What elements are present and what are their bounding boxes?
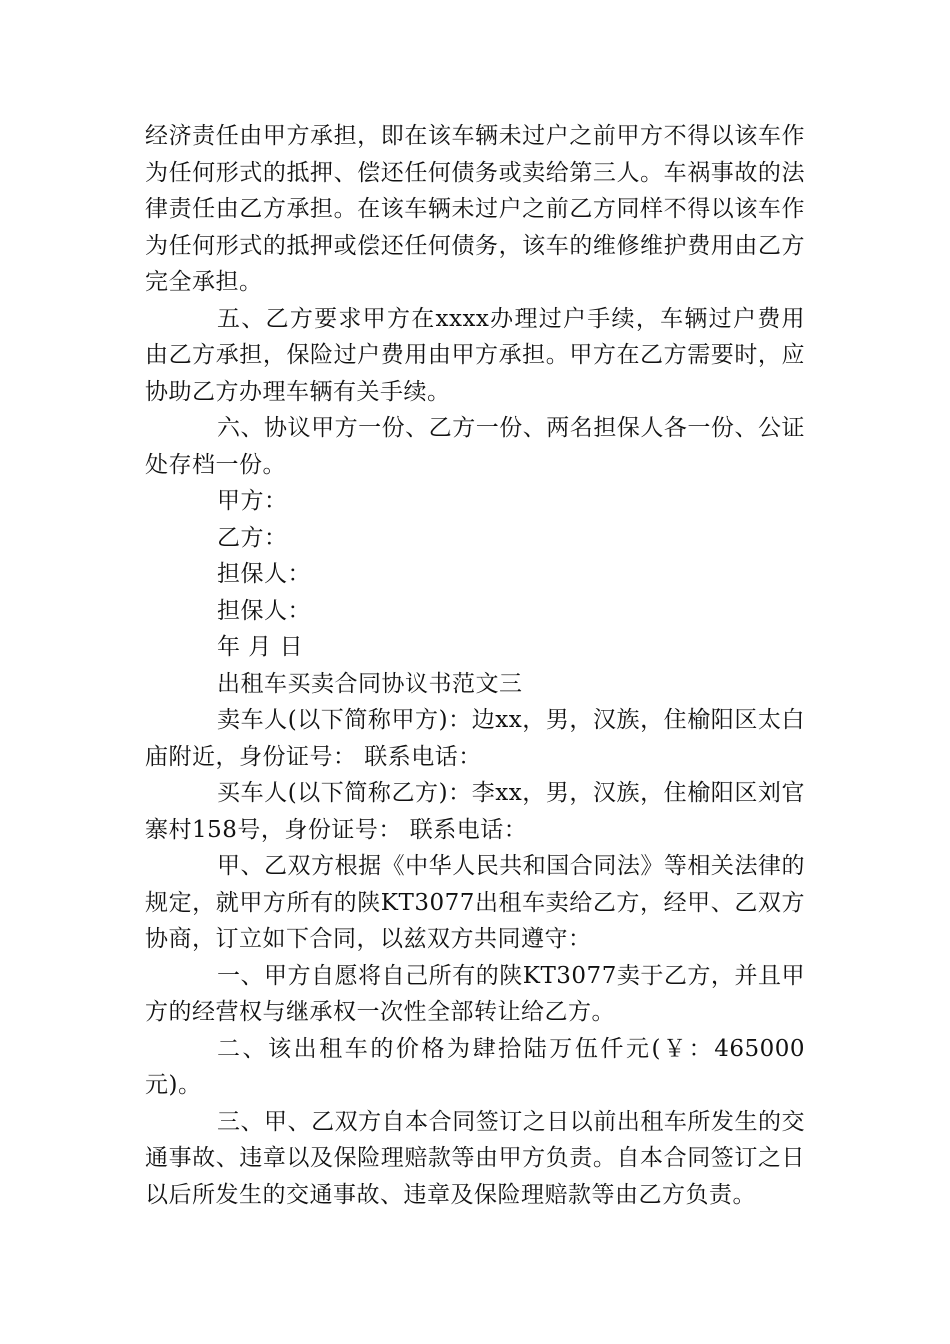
signature-guarantor-1: 担保人： [217, 561, 311, 587]
paragraph-clause-two: 二、该出租车的价格为肆拾陆万伍仟元(￥：465000元)。 [145, 1035, 805, 1098]
paragraph-clause-six: 六、协议甲方一份、乙方一份、两名担保人各一份、公证处存档一份。 [145, 415, 805, 478]
signature-date: 年 月 日 [217, 634, 304, 660]
paragraph-seller-info: 卖车人(以下简称甲方)：边xx，男，汉族，住榆阳区太白庙附近，身份证号： 联系电话： [145, 707, 805, 770]
document-body [145, 118, 805, 1213]
paragraph-clause-one: 一、甲方自愿将自己所有的陕KT3077卖于乙方，并且甲方的经营权与继承权一次性全部转让给乙方。 [145, 962, 805, 1025]
paragraph-buyer-info: 买车人(以下简称乙方)：李xx，男，汉族，住榆阳区刘官寨村158号，身份证号： 联系电话： [145, 780, 805, 843]
signature-party-b: 乙方： [217, 524, 288, 551]
paragraph-clause-three: 三、甲、乙双方自本合同签订之日以前出租车所发生的交通事故、违章以及保险理赔款等由甲方负责。自本合同签订之日以后所发生的交通事故、违章及保险理赔款等由乙方负责。 [145, 1108, 805, 1208]
section-title: 出租车买卖合同协议书范文三 [217, 670, 523, 697]
paragraph-clause-five: 五、乙方要求甲方在xxxx办理过户手续，车辆过户费用由乙方承担，保险过户费用由甲方承担。甲方在乙方需要时，应协助乙方办理车辆有关手续。 [145, 305, 805, 405]
signature-party-a: 甲方： [217, 488, 288, 514]
paragraph-liability-continuation: 经济责任由甲方承担，即在该车辆未过户之前甲方不得以该车作为任何形式的抵押、偿还任何债务或卖给第三人。车祸事故的法律责任由乙方承担。在该车辆未过户之前乙方同样不得以该车作为任何形式的抵押或偿还任何债务，该车的维修维护费用由乙方完全承担。 [145, 123, 805, 295]
signature-guarantor-2: 担保人： [217, 597, 311, 624]
paragraph-preamble: 甲、乙双方根据《中华人民共和国合同法》等相关法律的规定，就甲方所有的陕KT3077出租车卖给乙方，经甲、乙双方协商，订立如下合同，以兹双方共同遵守： [145, 853, 805, 952]
